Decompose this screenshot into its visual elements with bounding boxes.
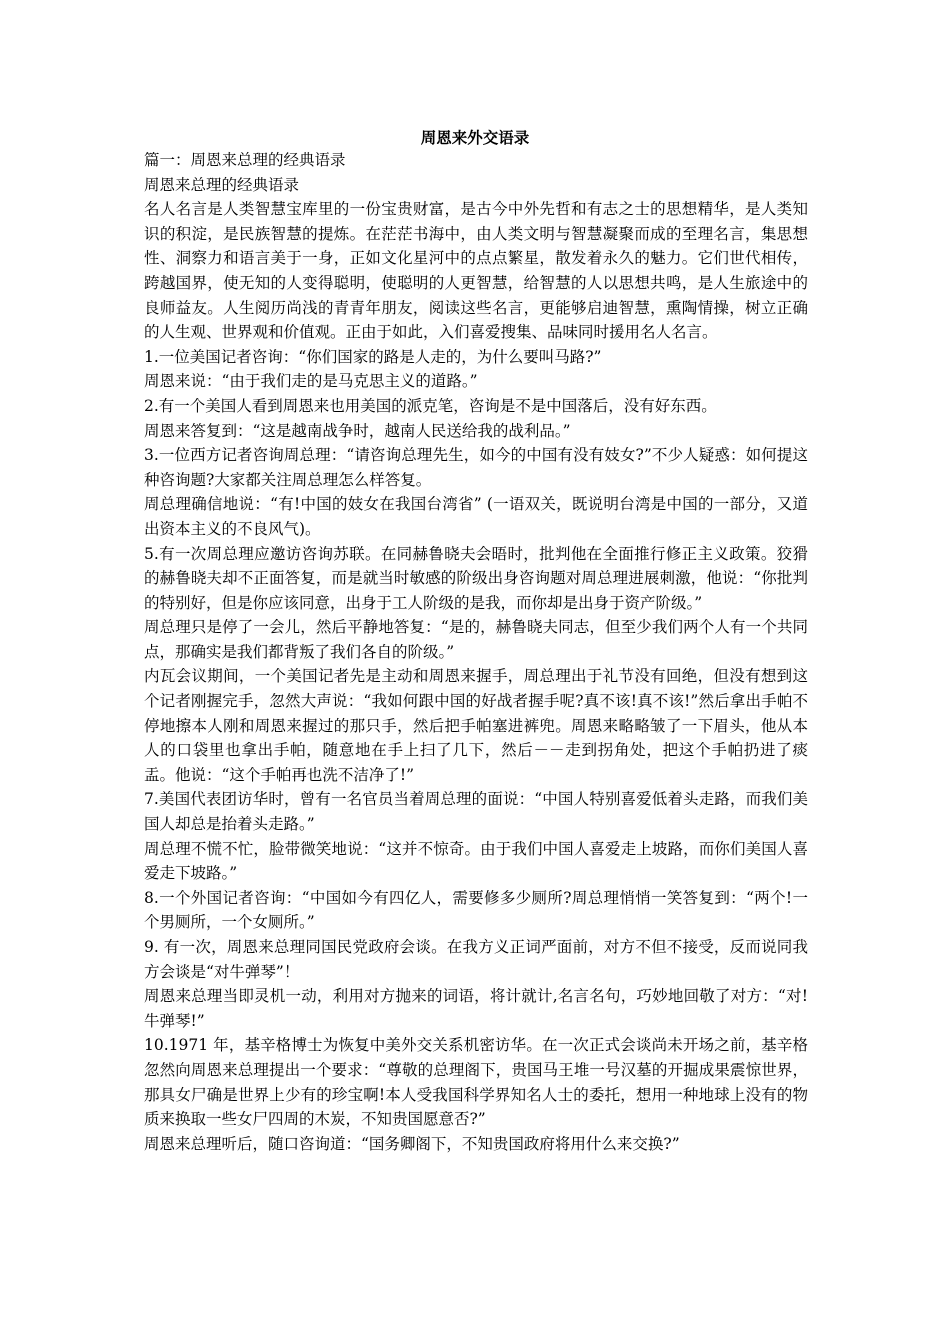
paragraph: 周恩来总理听后，随口咨询道：“国务卿阁下，不知贵国政府将用什么来交换?” — [144, 1134, 680, 1153]
paragraph: 周恩来总理当即灵机一动，利用对方抛来的词语，将计就计,名言名句，巧妙地回敬了对方：“对!牛弹琴!” — [144, 987, 808, 1030]
section-heading: 篇一：周恩来总理的经典语录 — [144, 151, 346, 169]
paragraph: 8.一个外国记者咨询：“中国如今有四亿人，需要修多少厕所?周总理悄悄一笑答复到：“两个!一个男厕所，一个女厕所。” — [144, 888, 808, 932]
paragraph: 7.美国代表团访华时，曾有一名官员当着周总理的面说：“中国人特别喜爱低着头走路，而我们美国人却总是抬着头走路。” — [144, 790, 808, 834]
paragraph: 10.1971 年，基辛格博士为恢复中美外交关系机密访华。在一次正式会谈尚未开场之前，基辛格忽然向周恩来总理提出一个要求：“尊敬的总理阁下，贵国马王堆一号汉墓的开掘成果震惊世界，那具女尸确是世界上少有的珍宝啊!本人受我国科学界知名人士的委托，想用一种地球上没有的物质来换取一些女尸四周的木炭，不知贵国愿意否?” — [144, 1036, 808, 1129]
paragraph: 2.有一个美国人看到周恩来也用美国的派克笔，咨询是不是中国落后，没有好东西。 — [144, 396, 717, 415]
paragraph: 3.一位西方记者咨询周总理：“请咨询总理先生，如今的中国有没有妓女?”不少人疑惑：如何提这种咨询题?大家都关注周总理怎么样答复。 — [144, 446, 808, 489]
paragraph: 周总理只是停了一会儿，然后平静地答复：“是的，赫鲁晓夫同志，但至少我们两个人有一个共同点，那确实是我们都背叛了我们各自的阶级。” — [144, 618, 808, 661]
paragraph: 内瓦会议期间，一个美国记者先是主动和周恩来握手，周总理出于礼节没有回绝，但没有想到这个记者刚握完手，忽然大声说：“我如何跟中国的好战者握手呢?真不该!真不该!”然后拿出手帕不停地擦本人刚和周恩来握过的那只手，然后把手帕塞进裤兜。周恩来略略皱了一下眉头，他从本人的口袋里也拿出手帕，随意地在手上扫了几下，然后－－走到拐角处，把这个手帕扔进了痰盂。他说：“这个手帕再也洗不洁净了!” — [144, 667, 808, 784]
paragraph: 9. 有一次，周恩来总理同国民党政府会谈。在我方义正词严面前，对方不但不接受，反而说同我方会谈是“对牛弹琴”！ — [144, 938, 808, 981]
paragraph: 周恩来答复到：“这是越南战争时，越南人民送给我的战利品。” — [144, 421, 571, 440]
section-subheading: 周恩来总理的经典语录 — [144, 175, 300, 194]
paragraph: 1.一位美国记者咨询：“你们国家的路是人走的，为什么要叫马路?” — [144, 347, 602, 366]
intro-paragraph: 名人名言是人类智慧宝库里的一份宝贵财富，是古今中外先哲和有志之士的思想精华，是人类知识的积淀，是民族智慧的提炼。在茫茫书海中，由人类文明与智慧凝聚而成的至理名言，集思想性、洞察力和语言美于一身，正如文化星河中的点点繁星，散发着永久的魅力。它们世代相传，跨越国界，使无知的人变得聪明，使聪明的人更智慧，给智慧的人以思想共鸣，是人生旅途中的良师益友。人生阅历尚浅的青青年朋友，阅读这些名言，更能够启迪智慧，熏陶情操，树立正确的人生观、世界观和价值观。正由于如此，入们喜爱搜集、品味同时援用名人名言。 — [144, 200, 808, 342]
document-title: 周恩来外交语录 — [420, 128, 530, 147]
document-body — [144, 148, 808, 1156]
paragraph: 周总理不慌不忙，脸带微笑地说：“这并不惊奇。由于我们中国人喜爱走上坡路，而你们美国人喜爱走下坡路。” — [144, 839, 808, 883]
paragraph: 周恩来说：“由于我们走的是马克思主义的道路。” — [144, 372, 478, 391]
paragraph: 5.有一次周总理应邀访咨询苏联。在同赫鲁晓夫会晤时，批判他在全面推行修正主义政策。狡猾的赫鲁晓夫却不正面答复，而是就当时敏感的阶级出身咨询题对周总理进展刺激，他说：“你批判的特别好，但是你应该同意，出身于工人阶级的是我，而你却是出身于资产阶级。” — [144, 544, 808, 612]
paragraph: 周总理确信地说：“有!中国的妓女在我国台湾省” (一语双关，既说明台湾是中国的一部分，又道出资本主义的不良风气)。 — [144, 495, 808, 538]
